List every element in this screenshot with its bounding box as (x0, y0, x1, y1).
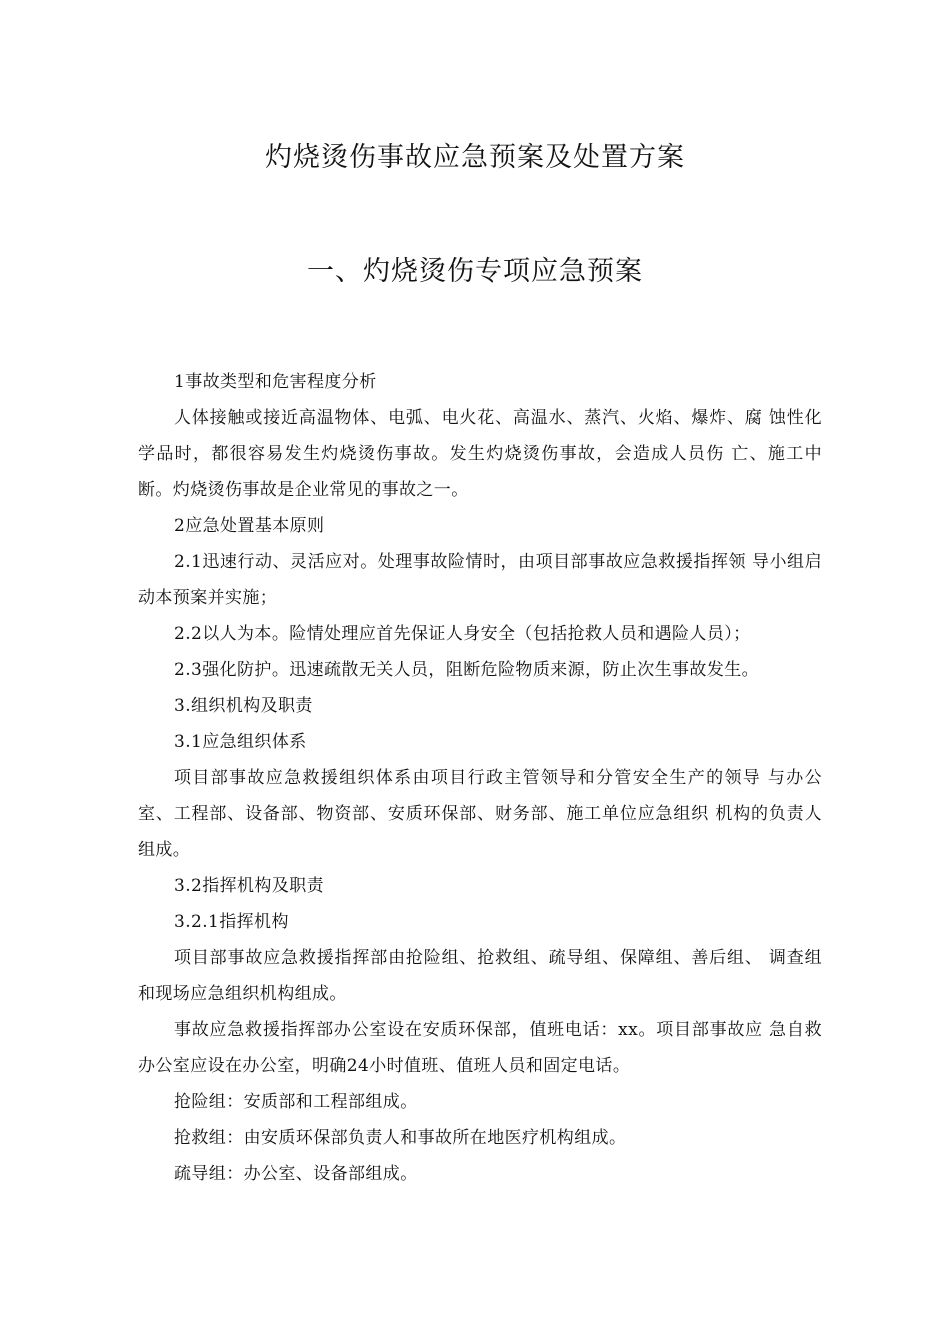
document-title: 灼烧烫伤事故应急预案及处置方案 (265, 142, 685, 173)
paragraph: 3.1应急组织体系 (174, 732, 307, 752)
paragraph: 2应急处置基本原则 (174, 516, 325, 536)
paragraph: 3.2指挥机构及职责 (174, 876, 325, 896)
paragraph: 3.组织机构及职责 (174, 696, 313, 716)
paragraph: 2.2以人为本。险情处理应首先保证人身安全（包括抢救人员和遇险人员）； (174, 624, 751, 644)
document-body (138, 364, 822, 1192)
paragraph: 项目部事故应急救援指挥部由抢险组、抢救组、疏导组、保障组、善后组、 调查组和现场应急组织机构组成。 (138, 948, 822, 1004)
paragraph: 疏导组：办公室、设备部组成。 (174, 1164, 418, 1184)
paragraph: 2.1迅速行动、灵活应对。处理事故险情时，由项目部事故应急救援指挥领 导小组启动本预案并实施； (138, 552, 822, 608)
paragraph: 事故应急救援指挥部办公室设在安质环保部，值班电话：xx。项目部事故应 急自救办公室应设在办公室，明确24小时值班、值班人员和固定电话。 (138, 1020, 822, 1076)
section-title: 一、灼烧烫伤专项应急预案 (307, 256, 643, 287)
paragraph: 1事故类型和危害程度分析 (174, 372, 377, 392)
paragraph: 3.2.1指挥机构 (174, 912, 289, 932)
paragraph: 项目部事故应急救援组织体系由项目行政主管领导和分管安全生产的领导 与办公室、工程部、设备部、物资部、安质环保部、财务部、施工单位应急组织 机构的负责人组成。 (138, 768, 822, 860)
paragraph: 2.3强化防护。迅速疏散无关人员，阻断危险物质来源，防止次生事故发生。 (174, 660, 760, 680)
paragraph: 抢险组：安质部和工程部组成。 (174, 1092, 418, 1112)
paragraph: 人体接触或接近高温物体、电弧、电火花、高温水、蒸汽、火焰、爆炸、腐 蚀性化学品时，都很容易发生灼烧烫伤事故。发生灼烧烫伤事故，会造成人员伤 亡、施工中断。灼烧烫伤事故是企业常见的事故之一。 (138, 408, 822, 500)
paragraph: 抢救组：由安质环保部负责人和事故所在地医疗机构组成。 (174, 1128, 627, 1148)
